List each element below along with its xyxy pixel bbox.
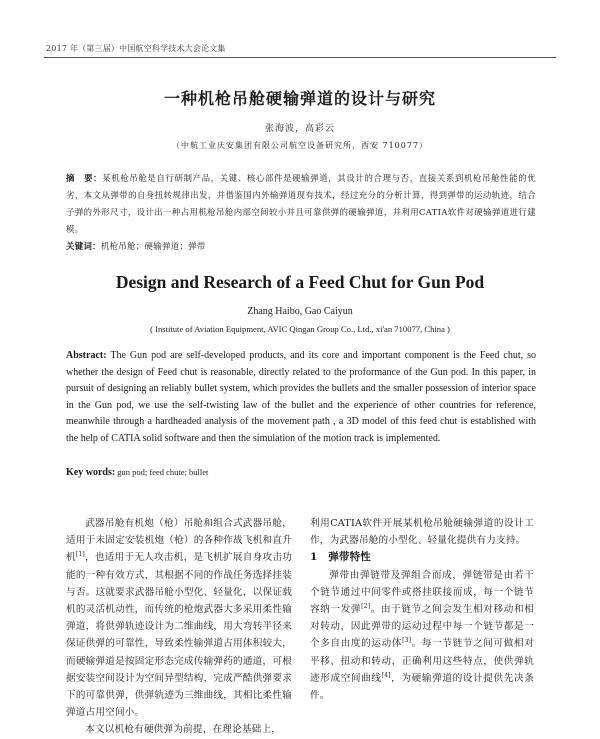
english-abstract-text: The Gun pod are self-developed products, and its core and important component is the Feed chut, so whether the design of Feed chut is reasonable, directly related to the proformance of the Gun pod. In this paper, in pursuit of designing an reliably bullet system, which provides the bullets and the smaller possession of interior space in the Gun pod, we use the self-twisting law of the bullet and the experience of other countries for reference, meanwhile through a hardheaded analysis of the movement path , a 3D model of this feed chut is established with the help of CATIA solid software and then the simulation of the motion track is implemented. bbox=[66, 350, 536, 444]
running-header: 2017 年（第三届）中国航空科学技术大会论文集 bbox=[46, 44, 226, 53]
citation: [4] bbox=[381, 671, 391, 679]
body-text: ，为硬输弹道的设计提供先决条件。 bbox=[310, 672, 534, 702]
citation: [3] bbox=[402, 637, 412, 645]
chinese-keywords bbox=[66, 238, 536, 255]
body-right-column bbox=[310, 515, 534, 704]
body-paragraph bbox=[310, 567, 534, 705]
section-heading: 1 弹带特性 bbox=[310, 551, 372, 564]
english-keywords bbox=[66, 465, 536, 480]
body-text: 本文以机枪有硬供弹为前提，在理论基础上， bbox=[85, 724, 282, 736]
citation: [1] bbox=[75, 551, 85, 559]
english-keywords-text: gun pod; feed chute; bullet bbox=[115, 467, 209, 477]
english-abstract-label: Abstract: bbox=[66, 350, 107, 361]
english-abstract bbox=[66, 348, 536, 448]
chinese-abstract bbox=[66, 170, 536, 238]
header-rule bbox=[44, 57, 556, 58]
body-paragraph bbox=[66, 515, 292, 721]
body-text: 。由于链节之间会发生相对移动和相对转动，因此弹带的运动过程中每一个链节都是一个多自由度的运动体 bbox=[310, 604, 535, 650]
english-keywords-label: Key words: bbox=[66, 467, 116, 478]
body-text: 武器吊舱有机炮（枪）吊舱和组合式武器吊舱，适用于未固定安装机炮（枪）的各种作战飞机和直升机 bbox=[66, 518, 292, 564]
body-left-column bbox=[66, 515, 292, 739]
body-paragraph bbox=[310, 515, 534, 549]
citation: [2] bbox=[361, 602, 371, 610]
chinese-keywords-label: 关键词： bbox=[66, 241, 101, 251]
chinese-abstract-label: 摘 要： bbox=[66, 173, 103, 183]
body-text: 。每一节链节之间可做相对平移、扭动和转动，正确利用这些特点，使供弹轨迹形成空间曲线 bbox=[310, 638, 534, 684]
body-text: 弹带由弹链带及弹组合而成，弹链带是由若干个链节通过中间零件或搭挂联接而成，每一个链节容纳一发弹 bbox=[310, 569, 534, 616]
english-affiliation: ( Institute of Aviation Equipment, AVIC Qingan Group Co., Ltd., xi'an 710077, China ) bbox=[150, 324, 450, 334]
english-authors: Zhang Haibo, Gao Caiyun bbox=[247, 306, 353, 317]
body-text: 利用CATIA软件开展某机枪吊舱硬输弹道的设计工作，为武器吊舱的小型化、轻量化提供有力支持。 bbox=[310, 518, 534, 547]
body-paragraph bbox=[66, 721, 292, 738]
chinese-authors: 张海波，高彩云 bbox=[264, 124, 335, 134]
chinese-abstract-text: 某机枪吊舱是自行研制产品，关键、核心部件是硬输弹道，其设计的合理与否，直接关系到机枪吊舱性能的优劣，本文从弹带的自身扭转规律出发，并借鉴国内外输弹道现有技术，经过充分的分析计算，得到弹带的运动轨迹，结合子弹的外形尺寸，设计出一种占用机枪吊舱内部空间较小并且可靠供弹的硬输弹道，并利用CATIA软件对硬输弹道进行建模。 bbox=[66, 173, 537, 234]
chinese-title: 一种机枪吊舱硬输弹道的设计与研究 bbox=[163, 89, 436, 108]
chinese-affiliation: （中航工业庆安集团有限公司航空设备研究所，西安 710077） bbox=[171, 141, 429, 150]
body-text: ，也适用于无人攻击机，是飞机扩展自身攻击功能的一种有效方式，其根据不同的作战任务选择挂装与否。这就要求武器吊舱小型化、轻量化，以保证载机的灵活机动性，而传统的枪炮武器大多采用柔性输弹道，将供弹轨迹设计为二维曲线，用大弯转半径来保证供弹的可靠性，导致柔性输弹道占用体积较大，而硬输弹道是按固定形态完成传输弹药的通道，可根据安装空间设计为空间异型结构，完成严酷供弹要求下的可靠供弹，供弹轨迹为三维曲线，其相比柔性输弹道占用空间小。 bbox=[66, 552, 292, 719]
english-title: Design and Research of a Feed Chut for Gun Pod bbox=[115, 272, 485, 292]
chinese-keywords-text: 机枪吊舱；硬输弹道；弹带 bbox=[100, 241, 206, 251]
